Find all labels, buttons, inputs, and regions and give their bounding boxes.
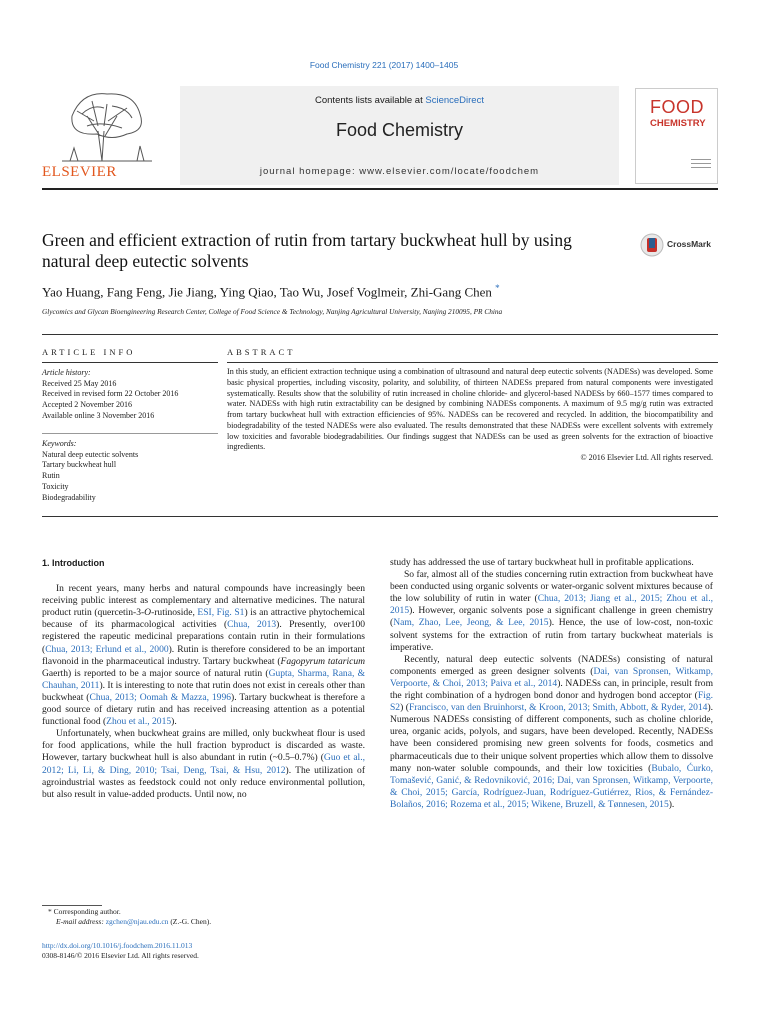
citation-link[interactable]: Chua, 2013; Erlund et al., 2000 xyxy=(45,643,169,655)
corresponding-author-mark[interactable]: * xyxy=(495,283,500,293)
body-text: ). Tartary buckwheat is therefore a good source of dietary rutin and has received increasing attention as a potential functional food ( xyxy=(42,691,366,728)
crossmark-icon xyxy=(640,233,664,257)
keywords xyxy=(42,439,222,503)
keyword: Natural deep eutectic solvents xyxy=(42,449,139,459)
citation-link[interactable]: Fig. S2 xyxy=(390,690,713,714)
citation-link[interactable]: Nam, Zhao, Lee, Jeong, & Lee, 2015 xyxy=(393,617,549,629)
body-text: -rutinoside, xyxy=(151,607,198,619)
authors-text: Yao Huang, Fang Feng, Jie Jiang, Ying Qiao, Tao Wu, Josef Voglmeir, Zhi-Gang Chen xyxy=(42,284,492,300)
right-paragraphs xyxy=(390,557,713,811)
email-link[interactable]: zgchen@njau.edu.cn xyxy=(105,917,169,926)
body-text: Recently, natural deep eutectic solvents (NADESs) consisting of natural components emerged as green designer solvents ( xyxy=(390,653,713,677)
citation-link[interactable]: Dai, van Spronsen, Witkamp, Verpoorte, & Choi, 2013; Paiva et al., 2014 xyxy=(390,665,713,689)
article-title: Green and efficient extraction of rutin from tartary buckwheat hull by using natural deep eutectic solvents xyxy=(42,230,572,271)
history-line: Received 25 May 2016 xyxy=(42,378,117,388)
cover-chemistry-text: CHEMISTRY xyxy=(650,118,706,129)
keyword: Tartary buckwheat hull xyxy=(42,460,117,470)
citation-link[interactable]: Bubalo, Ćurko, Tomašević, Ganić, & Redovniković, 2016; Dai, van Spronsen, Witkamp, Verpoorte, & Choi, 2015; García, Rodríguez-Juan, Rodríguez-Gutiérrez, Rios, & Fernández-Bolaños, 2016; Rozema et al., 2015; Wikene, Bruzell, & Tønnesen, 2015 xyxy=(390,762,714,810)
citation-link[interactable]: Guo et al., 2012; Li, Li, & Ding, 2010; Tsai, Deng, Tsai, & Hsu, 2012 xyxy=(42,752,365,776)
author-list xyxy=(42,283,718,300)
body-column-right xyxy=(390,557,713,811)
cover-rule xyxy=(691,167,711,168)
journal-reference[interactable]: Food Chemistry 221 (2017) 1400–1405 xyxy=(309,60,459,70)
abstract xyxy=(227,367,713,464)
email-label: E-mail address: xyxy=(56,917,106,926)
citation-link[interactable]: Chua, 2013; Jiang et al., 2015; Zhou et al., 2015 xyxy=(390,593,713,617)
history-line: Accepted 2 November 2016 xyxy=(42,400,132,410)
body-paragraph xyxy=(42,728,365,801)
keyword: Rutin xyxy=(42,471,60,481)
body-paragraph xyxy=(42,583,365,728)
cover-rule xyxy=(691,159,711,160)
abstract-copyright: © 2016 Elsevier Ltd. All rights reserved. xyxy=(580,453,713,462)
keyword: Toxicity xyxy=(42,481,69,491)
abstract-bottom-rule xyxy=(42,516,718,517)
email-line xyxy=(42,917,365,927)
banner-center xyxy=(180,86,619,185)
elsevier-wordmark: ELSEVIER xyxy=(42,164,117,180)
body-text: ). Presently, over100 registered the rapeutic medicinal preparations contain rutin in their formulations ( xyxy=(42,619,365,655)
abstract-heading: ABSTRACT xyxy=(227,347,296,357)
history-line: Available online 3 November 2016 xyxy=(42,410,155,420)
body-paragraph xyxy=(390,569,713,654)
history-label: Article history: xyxy=(42,368,91,377)
body-text: ). NADESs can, in principle, result from the right combination of a hydrogen bond donor and hydrogen bond acceptor ( xyxy=(390,677,714,702)
contents-prefix: Contents lists available at xyxy=(315,95,426,106)
footnote-rule xyxy=(42,905,102,906)
article-history xyxy=(42,368,222,422)
doi-block xyxy=(42,941,365,961)
keywords-label: Keywords: xyxy=(42,439,77,448)
journal-title: Food Chemistry xyxy=(335,120,464,140)
citation-link[interactable]: Zhou et al., 2015 xyxy=(106,716,172,728)
body-column-left xyxy=(42,557,365,801)
journal-homepage[interactable]: journal homepage: www.elsevier.com/locate/foodchem xyxy=(259,166,540,177)
body-text: ). Numerous NADESs consisting of different components, such as choline chloride, urea, organic acids, polyols, and sugars, have been developed. Recently, NADESs have been considered promising new green solvents for foods, cosmetics and pharmaceuticals due to their unique solvent properties which allow them to dissolve many non-water soluble compounds, and their low toxicities ( xyxy=(390,702,714,774)
italic-text: Fagopyrum tataricum xyxy=(280,655,365,667)
left-paragraphs xyxy=(42,583,365,801)
issn-line: 0308-8146/© 2016 Elsevier Ltd. All rights reserved. xyxy=(42,951,199,960)
body-text: Unfortunately, when buckwheat grains are milled, only buckwheat flour is used for food applications, while the hull fraction byproduct is discarded as waste. However, tartary buckwheat hull is also abundant in rutin (~0.5–0.7%) ( xyxy=(42,728,365,764)
banner-rule xyxy=(42,188,718,190)
introduction-heading: 1. Introduction xyxy=(42,558,105,568)
sciencedirect-link[interactable]: ScienceDirect xyxy=(425,95,484,106)
body-text: Gaerth) is reported to be a major source of natural rutin ( xyxy=(42,667,269,679)
citation-link[interactable]: ESI, Fig. S1 xyxy=(197,607,245,619)
keywords-rule xyxy=(42,433,218,434)
elsevier-tree-logo xyxy=(42,86,176,185)
body-text: study has addressed the use of tartary buckwheat hull in profitable applications. xyxy=(390,557,694,568)
body-text: ). It is interesting to note that rutin does not exist in cereals other than buckwheat ( xyxy=(42,679,365,703)
citation-link[interactable]: Francisco, van den Bruinhorst, & Kroon, 2013; Smith, Abbott, & Ryder, 2014 xyxy=(408,702,708,714)
citation-link[interactable]: Gupta, Sharma, Rana, & Chauhan, 2011 xyxy=(42,667,365,691)
corresponding-label: Corresponding author. xyxy=(53,907,121,916)
keyword: Biodegradability xyxy=(42,492,96,502)
article-info-rule xyxy=(42,362,218,363)
doi-link[interactable]: http://dx.doi.org/10.1016/j.foodchem.2016.11.013 xyxy=(42,941,193,950)
footnote-mark: * xyxy=(48,907,52,916)
body-text: In recent years, many herbs and natural compounds have increasingly been receiving public interest as complementary and alternative medicines. The natural product rutin (quercetin-3- xyxy=(42,583,365,619)
body-text: ). However, organic solvents pose a significant challenge in green chemistry ( xyxy=(390,605,713,629)
citation-link[interactable]: Chua, 2013; Oomah & Mazza, 1996 xyxy=(89,691,232,703)
crossmark-label: CrossMark xyxy=(667,239,711,249)
cover-rule xyxy=(691,163,711,164)
abstract-text: In this study, an efficient extraction technique using a combination of ultrasound and natural deep eutectic solvents (NADESs) was developed. Some basic physical properties, including viscosity, polarity, and solubility, of thirteen NADESs prepared from natural components were investigated systematically. Results show that the solubility of rutin increased in choline chloride- and glycerol-based NADESs by 660–1577 times compared to water. NADESs with high rutin extractability can be designed by combining NADESs components. A maximum of 9.5 mg/g rutin was extracted from tartary buckwheat hull with extraction efficiencies of 95%. NADESs can be recovered and recycled. In addition, the biocompatibility and biodegradability of the tested NADESs were also evaluated. The results demonstrated that these NADESs were excellent solvents with extremely low toxicities and favorable biodegradabilities. Our findings suggest that NADESs can be used as green solvents for the extraction of bioactive ingredients. xyxy=(227,367,713,452)
affiliation: Glycomics and Glycan Bioengineering Research Center, College of Food Science & Technology, Nanjing Agricultural University, Nanjing 210095, PR China xyxy=(42,307,503,316)
body-text: ). xyxy=(171,716,177,728)
body-text: So far, almost all of the studies concerning rutin extraction from buckwheat have been conducted using organic solvents or water-organic solvent mixtures because of the low solubility of rutin in water ( xyxy=(390,569,714,605)
body-text: ) ( xyxy=(400,702,409,714)
email-suffix: (Z.-G. Chen). xyxy=(168,917,212,926)
abstract-rule xyxy=(227,362,718,363)
citation-link[interactable]: Chua, 2013 xyxy=(227,619,277,631)
corresponding-note xyxy=(42,907,365,917)
cover-food-text: FOOD xyxy=(650,97,704,117)
journal-banner xyxy=(42,86,718,187)
article-info-heading: ARTICLE INFO xyxy=(42,347,136,357)
body-text: ) is an attractive phytochemical because of its pharmacological activities ( xyxy=(42,607,366,631)
body-text: ). The utilization of agroindustrial wastes as feedstock could not only reduce environmental pollution, but also result in value-added products. Until now, no xyxy=(42,764,366,800)
footnote xyxy=(42,907,365,927)
italic-text: O xyxy=(144,607,152,619)
history-line: Received in revised form 22 October 2016 xyxy=(42,389,179,399)
body-paragraph xyxy=(390,654,713,811)
header-divider xyxy=(42,334,718,335)
body-text: ). Hence, the use of low-cost, non-toxic solvent systems for the extraction of rutin from tartary buckwheat materials is imperative. xyxy=(390,617,713,653)
body-paragraph xyxy=(390,557,713,569)
crossmark-badge[interactable] xyxy=(640,233,720,257)
body-text: ). xyxy=(668,798,675,810)
contents-line xyxy=(180,95,619,106)
body-text: ). Rutin is therefore considered to be an important flavonoid in the pharmaceutical industry. Tartary buckwheat ( xyxy=(42,643,365,667)
journal-cover-thumbnail xyxy=(635,88,718,184)
